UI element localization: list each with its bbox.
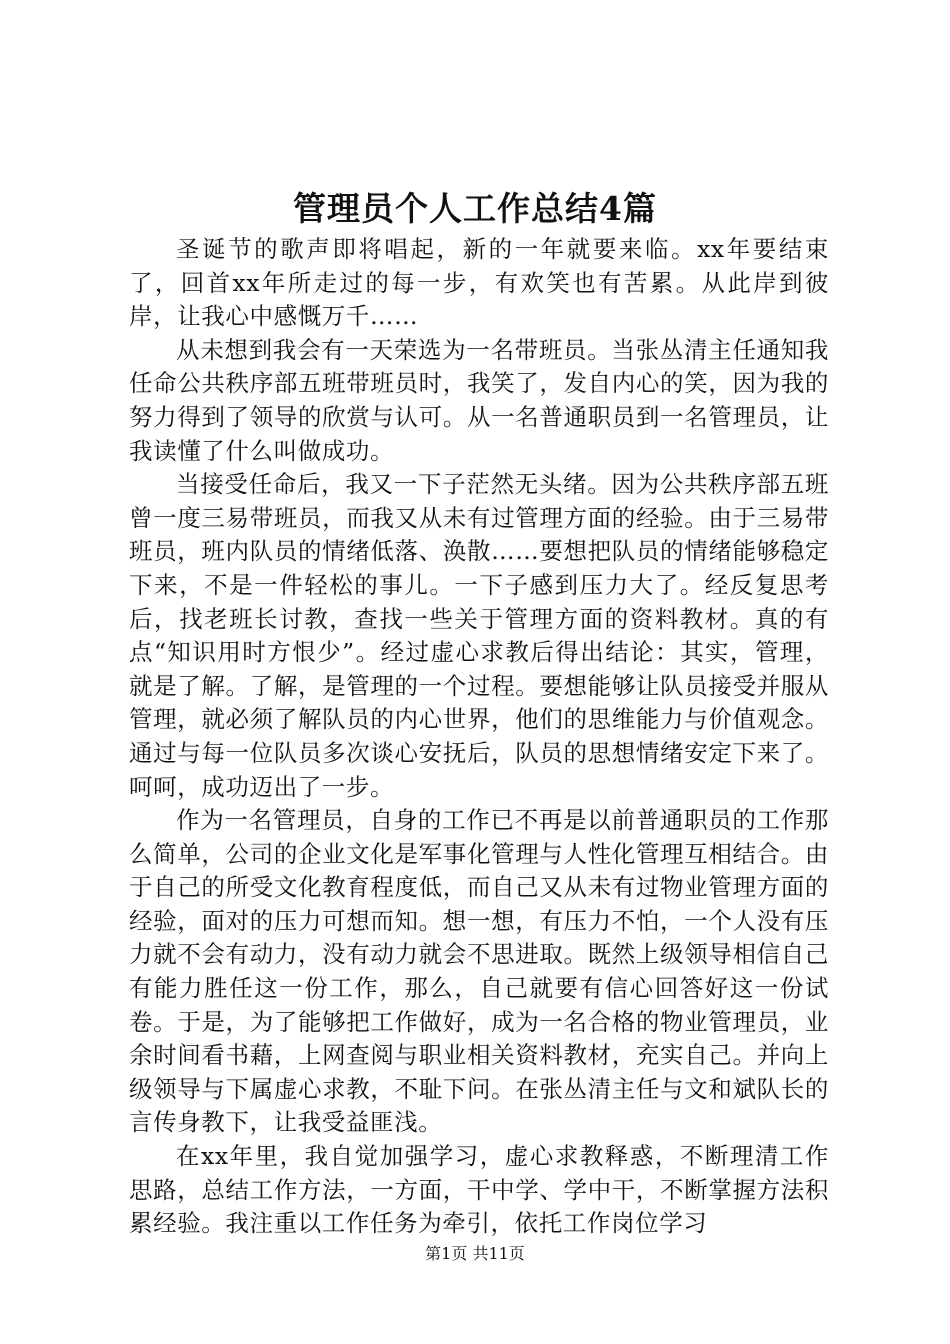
paragraph: 当接受任命后，我又一下子茫然无头绪。因为公共秩序部五班曾一度三易带班员，而我又从未有过管理方面的经验。由于三易带班员，班内队员的情绪低落、涣散……要想把队员的情绪能够稳定下来，不是一件轻松的事儿。一下子感到压力大了。经反复思考后，找老班长讨教，查找一些关于管理方面的资料教材。真的有点“知识用时方恨少”。经过虚心求教后得出结论：其实，管理，就是了解。了解，是管理的一个过程。要想能够让队员接受并服从管理，就必须了解队员的内心世界，他们的思维能力与价值观念。通过与每一位队员多次谈心安抚后，队员的思想情绪安定下来了。呵呵，成功迈出了一步。 bbox=[129, 470, 829, 801]
paragraph: 圣诞节的歌声即将唱起，新的一年就要来临。xx年要结束了，回首xx年所走过的每一步，有欢笑也有苦累。从此岸到彼岸，让我心中感慨万千…… bbox=[129, 235, 829, 331]
document-title: 管理员个人工作总结4篇 bbox=[293, 189, 657, 228]
paragraph: 作为一名管理员，自身的工作已不再是以前普通职员的工作那么简单，公司的企业文化是军事化管理与人性化管理互相结合。由于自己的所受文化教育程度低，而自己又从未有过物业管理方面的经验，面对的压力可想而知。想一想，有压力不怕，一个人没有压力就不会有动力，没有动力就会不思进取。既然上级领导相信自己有能力胜任这一份工作，那么，自己就要有信心回答好这一份试卷。于是，为了能够把工作做好，成为一名合格的物业管理员，业余时间看书藉，上网查阅与职业相关资料教材，充实自己。并向上级领导与下属虚心求教，不耻下问。在张丛清主任与文和斌队长的言传身教下，让我受益匪浅。 bbox=[129, 806, 829, 1137]
paragraph: 从未想到我会有一天荣选为一名带班员。当张丛清主任通知我任命公共秩序部五班带班员时，我笑了，发自内心的笑，因为我的努力得到了领导的欣赏与认可。从一名普通职员到一名管理员，让我读懂了什么叫做成功。 bbox=[129, 335, 829, 465]
page-footer: 第1页 共11页 bbox=[425, 1244, 525, 1263]
paragraph: 在xx年里，我自觉加强学习，虚心求教释惑，不断理清工作思路，总结工作方法，一方面，干中学、学中干，不断掌握方法积累经验。我注重以工作任务为牵引，依托工作岗位学习 bbox=[129, 1142, 829, 1238]
document-body bbox=[129, 233, 829, 1241]
